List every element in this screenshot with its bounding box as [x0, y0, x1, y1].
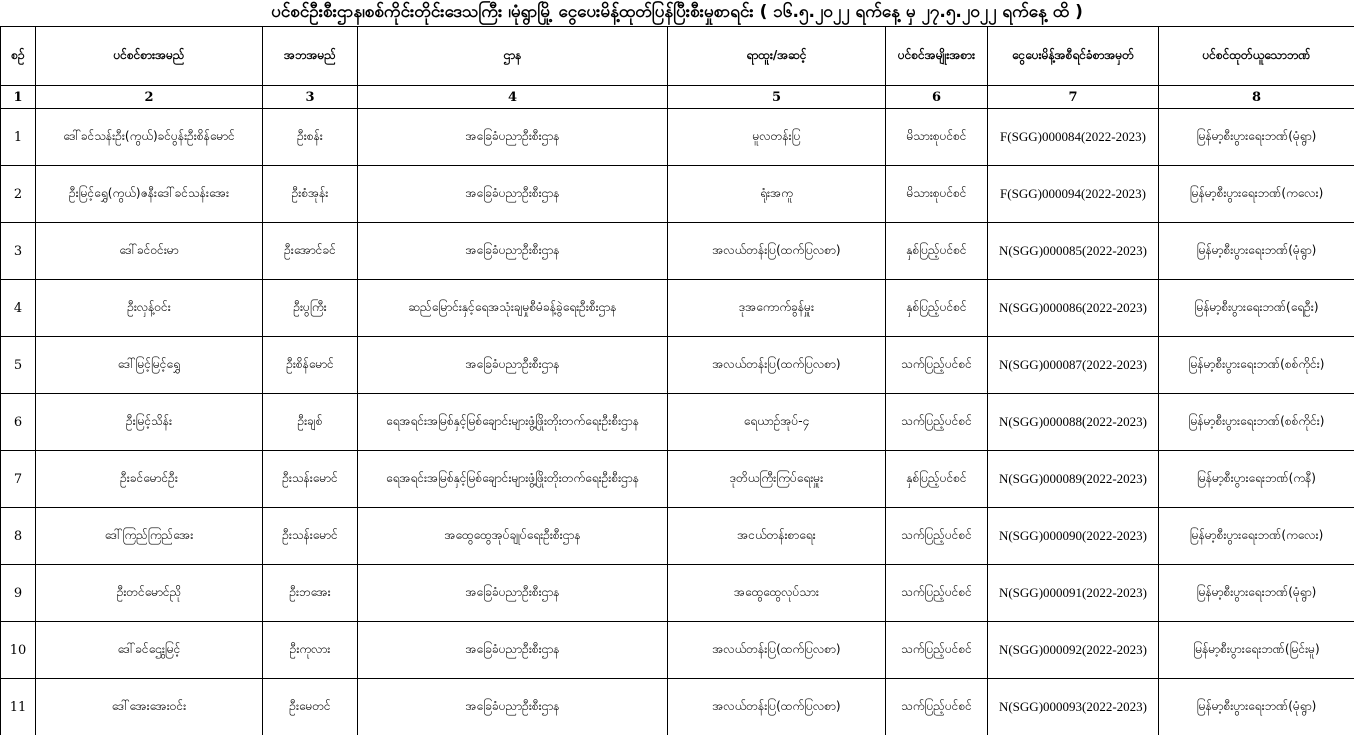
cell-order-number[interactable]: N(SGG)000088(2022-2023) — [988, 394, 1159, 451]
cell-rank[interactable]: အလယ်တန်းပြ(ထက်ပြလစာ) — [668, 337, 886, 394]
cell-bank[interactable]: မြန်မာ့စီးပွားရေးဘဏ်(မုံရွာ) — [1159, 565, 1354, 622]
cell-father-name[interactable]: ဦးချစ် — [263, 394, 358, 451]
cell-pension-type[interactable]: နှစ်ပြည့်ပင်စင် — [886, 280, 988, 337]
cell-bank[interactable]: မြန်မာ့စီးပွားရေးဘဏ်(စစ်ကိုင်း) — [1159, 394, 1354, 451]
cell-bank[interactable]: မြန်မာ့စီးပွားရေးဘဏ်(စစ်ကိုင်း) — [1159, 337, 1354, 394]
header-name[interactable]: ပင်စင်စားအမည် — [36, 27, 263, 86]
cell-bank[interactable]: မြန်မာ့စီးပွားရေးဘဏ်(ရေဦး) — [1159, 280, 1354, 337]
table-row — [1, 622, 1354, 679]
cell-pensioner-name[interactable]: ဒေါ်ကြည်ကြည်အေး — [36, 508, 263, 565]
cell-pension-type[interactable]: မိသားစုပင်စင် — [886, 166, 988, 223]
cell-order-number[interactable]: N(SGG)000087(2022-2023) — [988, 337, 1159, 394]
cell-number[interactable]: 10 — [1, 622, 36, 679]
cell-father-name[interactable]: ဦးစံအုန်း — [263, 166, 358, 223]
column-number[interactable]: 5 — [668, 86, 886, 109]
column-number[interactable]: 3 — [263, 86, 358, 109]
cell-order-number[interactable]: N(SGG)000093(2022-2023) — [988, 679, 1159, 736]
header-order-number[interactable]: ငွေပေးမိန့်အစီရင်ခံစာအမှတ် — [988, 27, 1159, 86]
cell-pensioner-name[interactable]: ဦးမြင့်သိန်း — [36, 394, 263, 451]
cell-number[interactable]: 11 — [1, 679, 36, 736]
table-row — [1, 508, 1354, 565]
cell-rank[interactable]: အထွေထွေလုပ်သား — [668, 565, 886, 622]
cell-rank[interactable]: မူလတန်းပြ — [668, 109, 886, 166]
cell-pensioner-name[interactable]: ဦးမြင့်ရွှေ(ကွယ်)ဇနီးဒေါ်ခင်သန်းအေး — [36, 166, 263, 223]
header-department[interactable]: ဌာန — [358, 27, 668, 86]
table-row — [1, 109, 1354, 166]
column-number[interactable]: 8 — [1159, 86, 1354, 109]
cell-pension-type[interactable]: နှစ်ပြည့်ပင်စင် — [886, 451, 988, 508]
cell-pension-type[interactable]: သက်ပြည့်ပင်စင် — [886, 394, 988, 451]
cell-pension-type[interactable]: နှစ်ပြည့်ပင်စင် — [886, 223, 988, 280]
cell-order-number[interactable]: F(SGG)000094(2022-2023) — [988, 166, 1159, 223]
cell-rank[interactable]: အလယ်တန်းပြ(ထက်ပြလစာ) — [668, 679, 886, 736]
cell-pensioner-name[interactable]: ဦးတင်မောင်ညို — [36, 565, 263, 622]
cell-father-name[interactable]: ဦးအောင်ခင် — [263, 223, 358, 280]
cell-bank[interactable]: မြန်မာ့စီးပွားရေးဘဏ်(ကလေး) — [1159, 508, 1354, 565]
cell-pension-type[interactable]: သက်ပြည့်ပင်စင် — [886, 679, 988, 736]
cell-father-name[interactable]: ဦးစိန်မောင် — [263, 337, 358, 394]
cell-order-number[interactable]: N(SGG)000086(2022-2023) — [988, 280, 1159, 337]
column-number[interactable]: 6 — [886, 86, 988, 109]
cell-bank[interactable]: မြန်မာ့စီးပွားရေးဘဏ်(ကနီ) — [1159, 451, 1354, 508]
cell-father-name[interactable]: ဦးပွကြီး — [263, 280, 358, 337]
table-body — [1, 109, 1354, 736]
cell-pensioner-name[interactable]: ဦးလှန့်ဝင်း — [36, 280, 263, 337]
header-father[interactable]: အဘအမည် — [263, 27, 358, 86]
column-number[interactable]: 7 — [988, 86, 1159, 109]
cell-order-number[interactable]: F(SGG)000084(2022-2023) — [988, 109, 1159, 166]
cell-number[interactable]: 3 — [1, 223, 36, 280]
cell-bank[interactable]: မြန်မာ့စီးပွားရေးဘဏ်(မုံရွာ) — [1159, 223, 1354, 280]
cell-rank[interactable]: ရေယာဉ်အုပ်-၄ — [668, 394, 886, 451]
cell-rank[interactable]: ဒုအကောက်ခွန်မှူး — [668, 280, 886, 337]
header-rank[interactable]: ရာထူး/အဆင့် — [668, 27, 886, 86]
cell-number[interactable]: 6 — [1, 394, 36, 451]
cell-rank[interactable]: ဒုတိယကြီးကြပ်ရေးမှူး — [668, 451, 886, 508]
cell-rank[interactable]: ရုံးအကူ — [668, 166, 886, 223]
column-number[interactable]: 4 — [358, 86, 668, 109]
cell-order-number[interactable]: N(SGG)000091(2022-2023) — [988, 565, 1159, 622]
cell-pension-type[interactable]: မိသားစုပင်စင် — [886, 109, 988, 166]
cell-rank[interactable]: အလယ်တန်းပြ(ထက်ပြလစာ) — [668, 622, 886, 679]
cell-order-number[interactable]: N(SGG)000089(2022-2023) — [988, 451, 1159, 508]
cell-number[interactable]: 1 — [1, 109, 36, 166]
cell-department[interactable]: အခြေခံပညာဦးစီးဌာန — [358, 166, 668, 223]
cell-pension-type[interactable]: သက်ပြည့်ပင်စင် — [886, 508, 988, 565]
cell-department[interactable]: အခြေခံပညာဦးစီးဌာန — [358, 109, 668, 166]
cell-department[interactable]: အခြေခံပညာဦးစီးဌာန — [358, 679, 668, 736]
sheet-title: ပင်စင်ဦးစီးဌာန၊စစ်ကိုင်းတိုင်းဒေသကြီး ၊မုံရွာမြို့ ငွေပေးမိန့်ထုတ်ပြန်ပြီးစီးမှုစာရင်း ( ၁၆.၅.၂၀၂၂ ရက်နေ့ မှ ၂၇.၅.၂၀၂၂ ရက်နေ့ ထိ ) — [271, 1, 1083, 22]
cell-pensioner-name[interactable]: ဦးခင်မောင်ဦး — [36, 451, 263, 508]
cell-pension-type[interactable]: သက်ပြည့်ပင်စင် — [886, 565, 988, 622]
cell-department[interactable]: အခြေခံပညာဦးစီးဌာန — [358, 622, 668, 679]
column-number[interactable]: 1 — [1, 86, 36, 109]
cell-department[interactable]: ရေအရင်းအမြစ်နှင့်မြစ်ချောင်းများဖွံ့ဖြိုးတိုးတက်ရေးဦးစီးဌာန — [358, 451, 668, 508]
cell-rank[interactable]: အလယ်တန်းပြ(ထက်ပြလစာ) — [668, 223, 886, 280]
cell-pensioner-name[interactable]: ဒေါ်အေးအေးဝင်း — [36, 679, 263, 736]
cell-father-name[interactable]: ဦးဘအေး — [263, 565, 358, 622]
cell-pensioner-name[interactable]: ဒေါ်ခင်ဌွေးမြင့် — [36, 622, 263, 679]
cell-number[interactable]: 4 — [1, 280, 36, 337]
cell-department[interactable]: အထွေထွေအုပ်ချုပ်ရေးဦးစီးဌာန — [358, 508, 668, 565]
cell-pensioner-name[interactable]: ဒေါ်မြင့်မြင့်ရွှေ — [36, 337, 263, 394]
cell-father-name[interactable]: ဦးစန်း — [263, 109, 358, 166]
cell-bank[interactable]: မြန်မာ့စီးပွားရေးဘဏ်(မုံရွာ) — [1159, 679, 1354, 736]
cell-rank[interactable]: အငယ်တန်းစာရေး — [668, 508, 886, 565]
cell-order-number[interactable]: N(SGG)000090(2022-2023) — [988, 508, 1159, 565]
table-row — [1, 223, 1354, 280]
cell-order-number[interactable]: N(SGG)000092(2022-2023) — [988, 622, 1159, 679]
cell-department[interactable]: ဆည်မြောင်းနှင့်ရေအသုံးချမှုစီမံခန့်ခွဲရေးဦးစီးဌာန — [358, 280, 668, 337]
table-row — [1, 679, 1354, 736]
cell-number[interactable]: 5 — [1, 337, 36, 394]
table-row — [1, 394, 1354, 451]
cell-bank[interactable]: မြန်မာ့စီးပွားရေးဘဏ်(ကလေး) — [1159, 166, 1354, 223]
cell-father-name[interactable]: ဦးသန်းမောင် — [263, 451, 358, 508]
table-row — [1, 337, 1354, 394]
cell-father-name[interactable]: ဦးသန်းမောင် — [263, 508, 358, 565]
table-row — [1, 280, 1354, 337]
cell-pension-type[interactable]: သက်ပြည့်ပင်စင် — [886, 337, 988, 394]
cell-number[interactable]: 7 — [1, 451, 36, 508]
cell-father-name[interactable]: ဦးမေတင် — [263, 679, 358, 736]
pension-table — [0, 26, 1354, 735]
cell-pensioner-name[interactable]: ဒေါ်ခင်သန်းဦး(ကွယ်)ခင်ပွန်းဦးစိန်မောင် — [36, 109, 263, 166]
cell-pension-type[interactable]: သက်ပြည့်ပင်စင် — [886, 622, 988, 679]
table-row — [1, 166, 1354, 223]
header-pension-type[interactable]: ပင်စင်အမျိုးအစား — [886, 27, 988, 86]
cell-number[interactable]: 2 — [1, 166, 36, 223]
cell-bank[interactable]: မြန်မာ့စီးပွားရေးဘဏ်(မုံရွာ) — [1159, 109, 1354, 166]
cell-bank[interactable]: မြန်မာ့စီးပွားရေးဘဏ်(မြင်းမူ) — [1159, 622, 1354, 679]
table-row — [1, 451, 1354, 508]
cell-department[interactable]: အခြေခံပညာဦးစီးဌာန — [358, 223, 668, 280]
cell-department[interactable]: အခြေခံပညာဦးစီးဌာန — [358, 337, 668, 394]
cell-number[interactable]: 8 — [1, 508, 36, 565]
cell-order-number[interactable]: N(SGG)000085(2022-2023) — [988, 223, 1159, 280]
header-row — [1, 27, 1354, 86]
cell-department[interactable]: အခြေခံပညာဦးစီးဌာန — [358, 565, 668, 622]
cell-number[interactable]: 9 — [1, 565, 36, 622]
header-no[interactable]: စဉ် — [1, 27, 36, 86]
cell-department[interactable]: ရေအရင်းအမြစ်နှင့်မြစ်ချောင်းများဖွံ့ဖြိုးတိုးတက်ရေးဦးစီးဌာန — [358, 394, 668, 451]
table-row — [1, 565, 1354, 622]
column-number-row — [1, 86, 1354, 109]
header-bank[interactable]: ပင်စင်ထုတ်ယူသောဘဏ် — [1159, 27, 1354, 86]
cell-father-name[interactable]: ဦးကုလား — [263, 622, 358, 679]
column-number[interactable]: 2 — [36, 86, 263, 109]
cell-pensioner-name[interactable]: ဒေါ်ခင်ဝင်းမာ — [36, 223, 263, 280]
